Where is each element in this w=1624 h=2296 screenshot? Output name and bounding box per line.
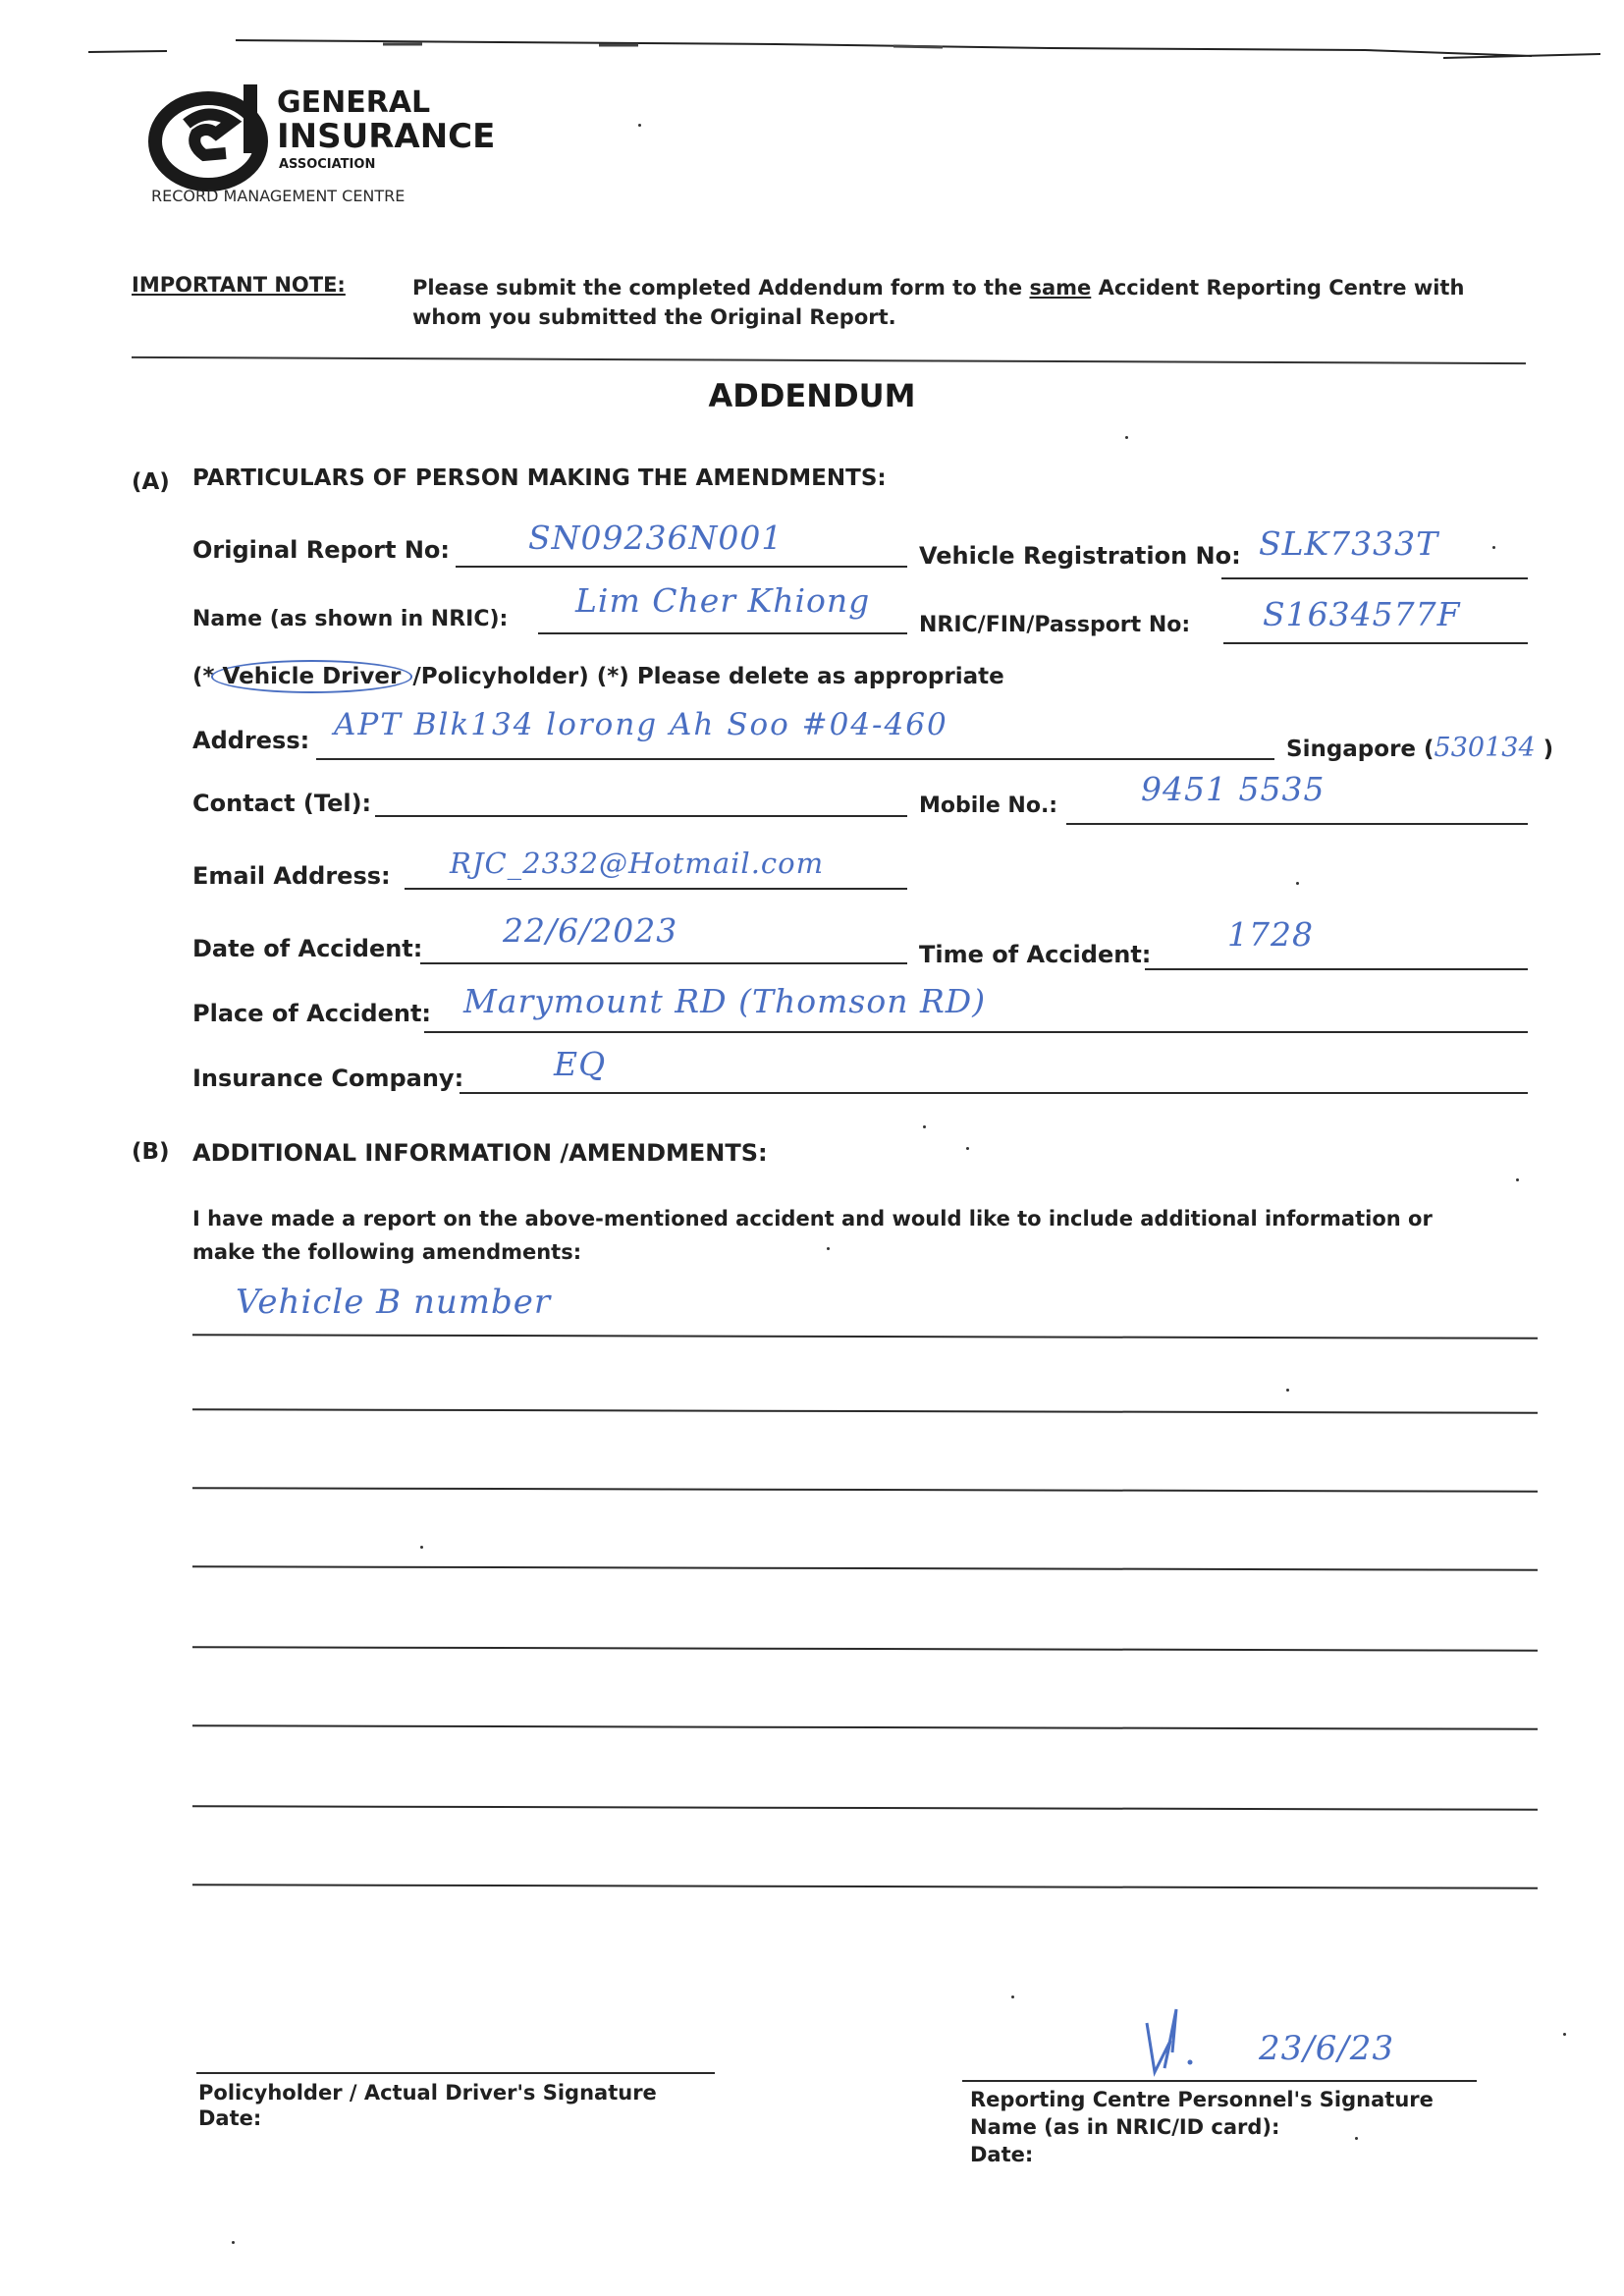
section-a-marker: (A) [132, 469, 170, 495]
name-label: Name (as shown in NRIC): [192, 607, 509, 631]
gia-logo [147, 77, 496, 214]
email-field[interactable]: RJC_2332@Hotmail.com [450, 847, 825, 880]
amendment-line-5[interactable] [192, 1646, 1538, 1652]
officer-signature-title: Reporting Centre Personnel's Signature [970, 2088, 1434, 2111]
scan-speck [827, 1247, 830, 1250]
intro-line-1: I have made a report on the above-mentioned accident and would like to include additional information or [192, 1207, 1433, 1230]
original-report-label: Original Report No: [192, 536, 450, 564]
important-note-label: IMPORTANT NOTE: [132, 273, 346, 297]
role-open: (* [192, 664, 215, 689]
mobile-label: Mobile No.: [919, 793, 1058, 818]
original-report-line [456, 566, 907, 568]
vehicle-reg-field[interactable]: SLK7333T [1259, 524, 1439, 563]
officer-name-label: Name (as in NRIC/ID card): [970, 2115, 1280, 2139]
insurance-company-label: Insurance Company: [192, 1065, 464, 1092]
scan-speck [1286, 1389, 1289, 1392]
email-label: Email Address: [192, 862, 391, 890]
date-of-accident-field[interactable]: 22/6/2023 [503, 911, 678, 950]
logo-association-text: ASSOCIATION [279, 157, 376, 172]
original-report-field[interactable]: SN09236N001 [528, 519, 784, 557]
scan-top-edge [88, 36, 1600, 60]
singapore-postal [1286, 733, 1553, 763]
address-field[interactable]: APT Blk134 lorong Ah Soo #04-460 [334, 707, 948, 742]
important-note-text [412, 273, 1522, 332]
time-of-accident-line [1145, 968, 1528, 970]
singapore-label: Singapore ( [1286, 737, 1435, 762]
place-of-accident-line [424, 1031, 1528, 1033]
amendment-line-3[interactable] [192, 1487, 1538, 1493]
policyholder-signature-block [198, 2080, 657, 2131]
contact-tel-label: Contact (Tel): [192, 790, 372, 817]
section-b-intro [192, 1202, 1547, 1269]
address-label: Address: [192, 727, 310, 754]
form-title: ADDENDUM [708, 377, 916, 414]
role-vehicle-driver[interactable]: Vehicle Driver [211, 660, 413, 693]
time-of-accident-label: Time of Accident: [919, 941, 1152, 968]
gia-emblem-icon [147, 77, 285, 194]
singapore-close: ) [1543, 737, 1554, 762]
scan-speck [232, 2241, 235, 2244]
officer-signature-mark [1129, 1994, 1208, 2082]
name-field[interactable]: Lim Cher Khiong [575, 581, 871, 620]
scan-speck [1011, 1995, 1014, 1998]
place-of-accident-label: Place of Accident: [192, 1000, 432, 1027]
scan-speck [1516, 1178, 1519, 1181]
name-line [538, 632, 907, 634]
policyholder-date-label: Date: [198, 2106, 262, 2130]
mobile-field[interactable]: 9451 5535 [1141, 770, 1326, 808]
section-a-heading: PARTICULARS OF PERSON MAKING THE AMENDMENTS: [192, 465, 887, 491]
place-of-accident-field[interactable]: Marymount RD (Thomson RD) [463, 982, 987, 1020]
postal-code-field[interactable]: 530134 [1434, 733, 1536, 763]
insurance-company-field[interactable]: EQ [554, 1045, 607, 1083]
amendment-line-2[interactable] [192, 1408, 1538, 1414]
nric-label: NRIC/FIN/Passport No: [919, 613, 1191, 637]
email-line [405, 888, 907, 890]
date-of-accident-label: Date of Accident: [192, 935, 423, 962]
amendment-line-8[interactable] [192, 1884, 1538, 1889]
amendment-line-4[interactable] [192, 1565, 1538, 1571]
section-b-marker: (B) [132, 1139, 170, 1165]
scan-speck [638, 124, 641, 127]
record-management-centre: RECORD MANAGEMENT CENTRE [151, 187, 406, 205]
officer-signature-line[interactable] [962, 2080, 1477, 2082]
amendment-line-1[interactable] [192, 1334, 1538, 1339]
vehicle-reg-label: Vehicle Registration No: [919, 542, 1241, 570]
intro-line-2: make the following amendments: [192, 1240, 582, 1264]
role-selection [192, 660, 1004, 693]
note-text-after: Accident Reporting Centre with [1091, 276, 1465, 300]
nric-line [1223, 642, 1528, 644]
logo-general-text: GENERAL [277, 85, 431, 120]
officer-date-label: Date: [970, 2143, 1034, 2166]
scan-speck [1563, 2033, 1566, 2036]
amendment-line-7[interactable] [192, 1805, 1538, 1811]
policyholder-signature-title: Policyholder / Actual Driver's Signature [198, 2081, 657, 2105]
note-text-before: Please submit the completed Addendum form to the [412, 276, 1030, 300]
address-line [316, 758, 1274, 760]
scan-speck [420, 1546, 423, 1549]
scan-speck [1355, 2137, 1358, 2140]
officer-handwritten-date[interactable]: 23/6/23 [1259, 2029, 1395, 2068]
note-text-emphasis: same [1029, 276, 1092, 300]
date-of-accident-line [420, 962, 907, 964]
role-rest: /Policyholder) (*) Please delete as appropriate [412, 664, 1004, 689]
section-b-heading: ADDITIONAL INFORMATION /AMENDMENTS: [192, 1139, 768, 1167]
scan-speck [923, 1125, 926, 1128]
mobile-line [1066, 823, 1528, 825]
amendment-text-field[interactable]: Vehicle B number [236, 1283, 552, 1322]
time-of-accident-field[interactable]: 1728 [1227, 915, 1314, 954]
note-text-line2: whom you submitted the Original Report. [412, 305, 896, 329]
contact-tel-line[interactable] [375, 815, 907, 817]
officer-signature-block [970, 2086, 1434, 2168]
vehicle-reg-line [1221, 577, 1528, 579]
scan-speck [1125, 436, 1128, 439]
policyholder-signature-line[interactable] [196, 2072, 715, 2074]
nric-field[interactable]: S1634577F [1263, 595, 1461, 633]
note-separator [132, 356, 1526, 364]
scan-speck [1492, 546, 1495, 549]
insurance-company-line [460, 1092, 1528, 1094]
amendment-line-6[interactable] [192, 1724, 1538, 1730]
logo-insurance-text: INSURANCE [277, 117, 496, 156]
scan-speck [1296, 882, 1299, 885]
scan-speck [966, 1147, 969, 1150]
